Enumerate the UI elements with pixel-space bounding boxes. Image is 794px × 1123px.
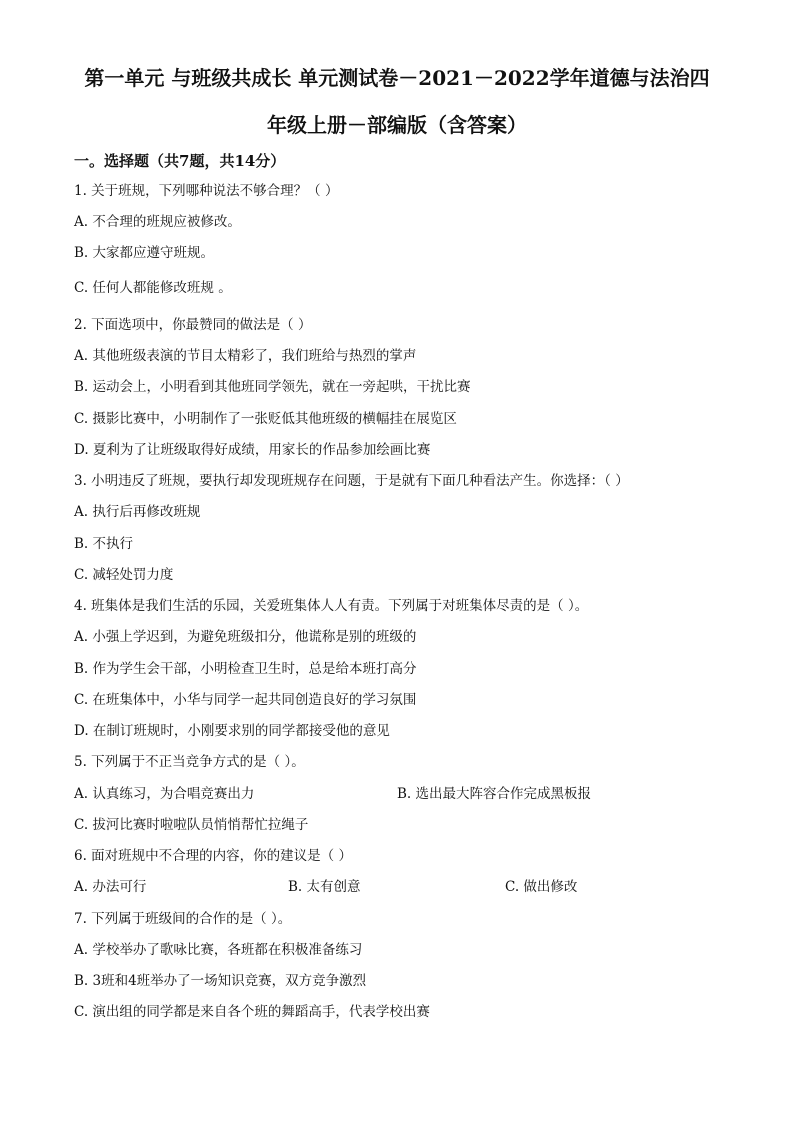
question-5-option-a: A. 认真练习，为合唱竞赛出力 [74,786,255,802]
question-1-option-a: A. 不合理的班规应被修改。 [74,214,241,230]
question-1-stem: 1. 关于班规，下列哪种说法不够合理？（ ） [74,183,339,199]
question-3-stem: 3. 小明违反了班规，要执行却发现班规存在问题，于是就有下面几种看法产生。你选择：（ ） [74,473,629,489]
question-6-option-b: B. 太有创意 [288,879,361,895]
question-5-option-b: B. 选出最大阵容合作完成黑板报 [397,786,592,802]
section-heading: 一。选择题（共7题，共14分） [74,152,286,170]
question-6-stem: 6. 面对班规中不合理的内容，你的建议是（ ） [74,848,352,864]
question-5-option-c: C. 拔河比赛时啦啦队员悄悄帮忙拉绳子 [74,817,309,833]
question-3-option-b: B. 不执行 [74,536,134,552]
question-2-option-c: C. 摄影比赛中，小明制作了一张贬低其他班级的横幅挂在展览区 [74,411,457,427]
question-4-option-d: D. 在制订班规时，小刚要求别的同学都接受他的意见 [74,723,390,739]
question-6-option-a: A. 办法可行 [74,879,147,895]
question-4-option-b: B. 作为学生会干部，小明检查卫生时，总是给本班打高分 [74,661,417,677]
question-4-option-a: A. 小强上学迟到，为避免班级扣分，他谎称是别的班级的 [74,629,417,645]
question-7-stem: 7. 下列属于班级间的合作的是（ ）。 [74,911,292,927]
question-7-option-a: A. 学校举办了歌咏比赛，各班都在积极准备练习 [74,942,363,958]
question-7-option-c: C. 演出组的同学都是来自各个班的舞蹈高手，代表学校出赛 [74,1004,430,1020]
document-title-line2: 年级上册－部编版（含答案） [267,113,527,137]
question-5-stem: 5. 下列属于不正当竞争方式的是（ ）。 [74,754,305,770]
question-4-stem: 4. 班集体是我们生活的乐园，关爱班集体人人有责。下列属于对班集体尽责的是（ ）。 [74,598,589,614]
question-2-stem: 2. 下面选项中，你最赞同的做法是（ ） [74,317,312,333]
question-3-option-c: C. 减轻处罚力度 [74,567,174,583]
question-2-option-a: A. 其他班级表演的节目太精彩了，我们班给与热烈的掌声 [74,348,417,364]
question-4-option-c: C. 在班集体中，小华与同学一起共同创造良好的学习氛围 [74,692,417,708]
question-2-option-d: D. 夏利为了让班级取得好成绩，用家长的作品参加绘画比赛 [74,442,431,458]
document-title-line1: 第一单元 与班级共成长 单元测试卷－2021－2022学年道德与法治四 [84,66,710,90]
question-1-option-c: C. 任何人都能修改班规 。 [74,280,232,296]
question-3-option-a: A. 执行后再修改班规 [74,504,201,520]
question-7-option-b: B. 3班和4班举办了一场知识竞赛，双方竞争激烈 [74,973,367,989]
question-1-option-b: B. 大家都应遵守班规。 [74,245,215,261]
question-2-option-b: B. 运动会上，小明看到其他班同学领先，就在一旁起哄，干扰比赛 [74,379,471,395]
question-6-option-c: C. 做出修改 [505,879,578,895]
